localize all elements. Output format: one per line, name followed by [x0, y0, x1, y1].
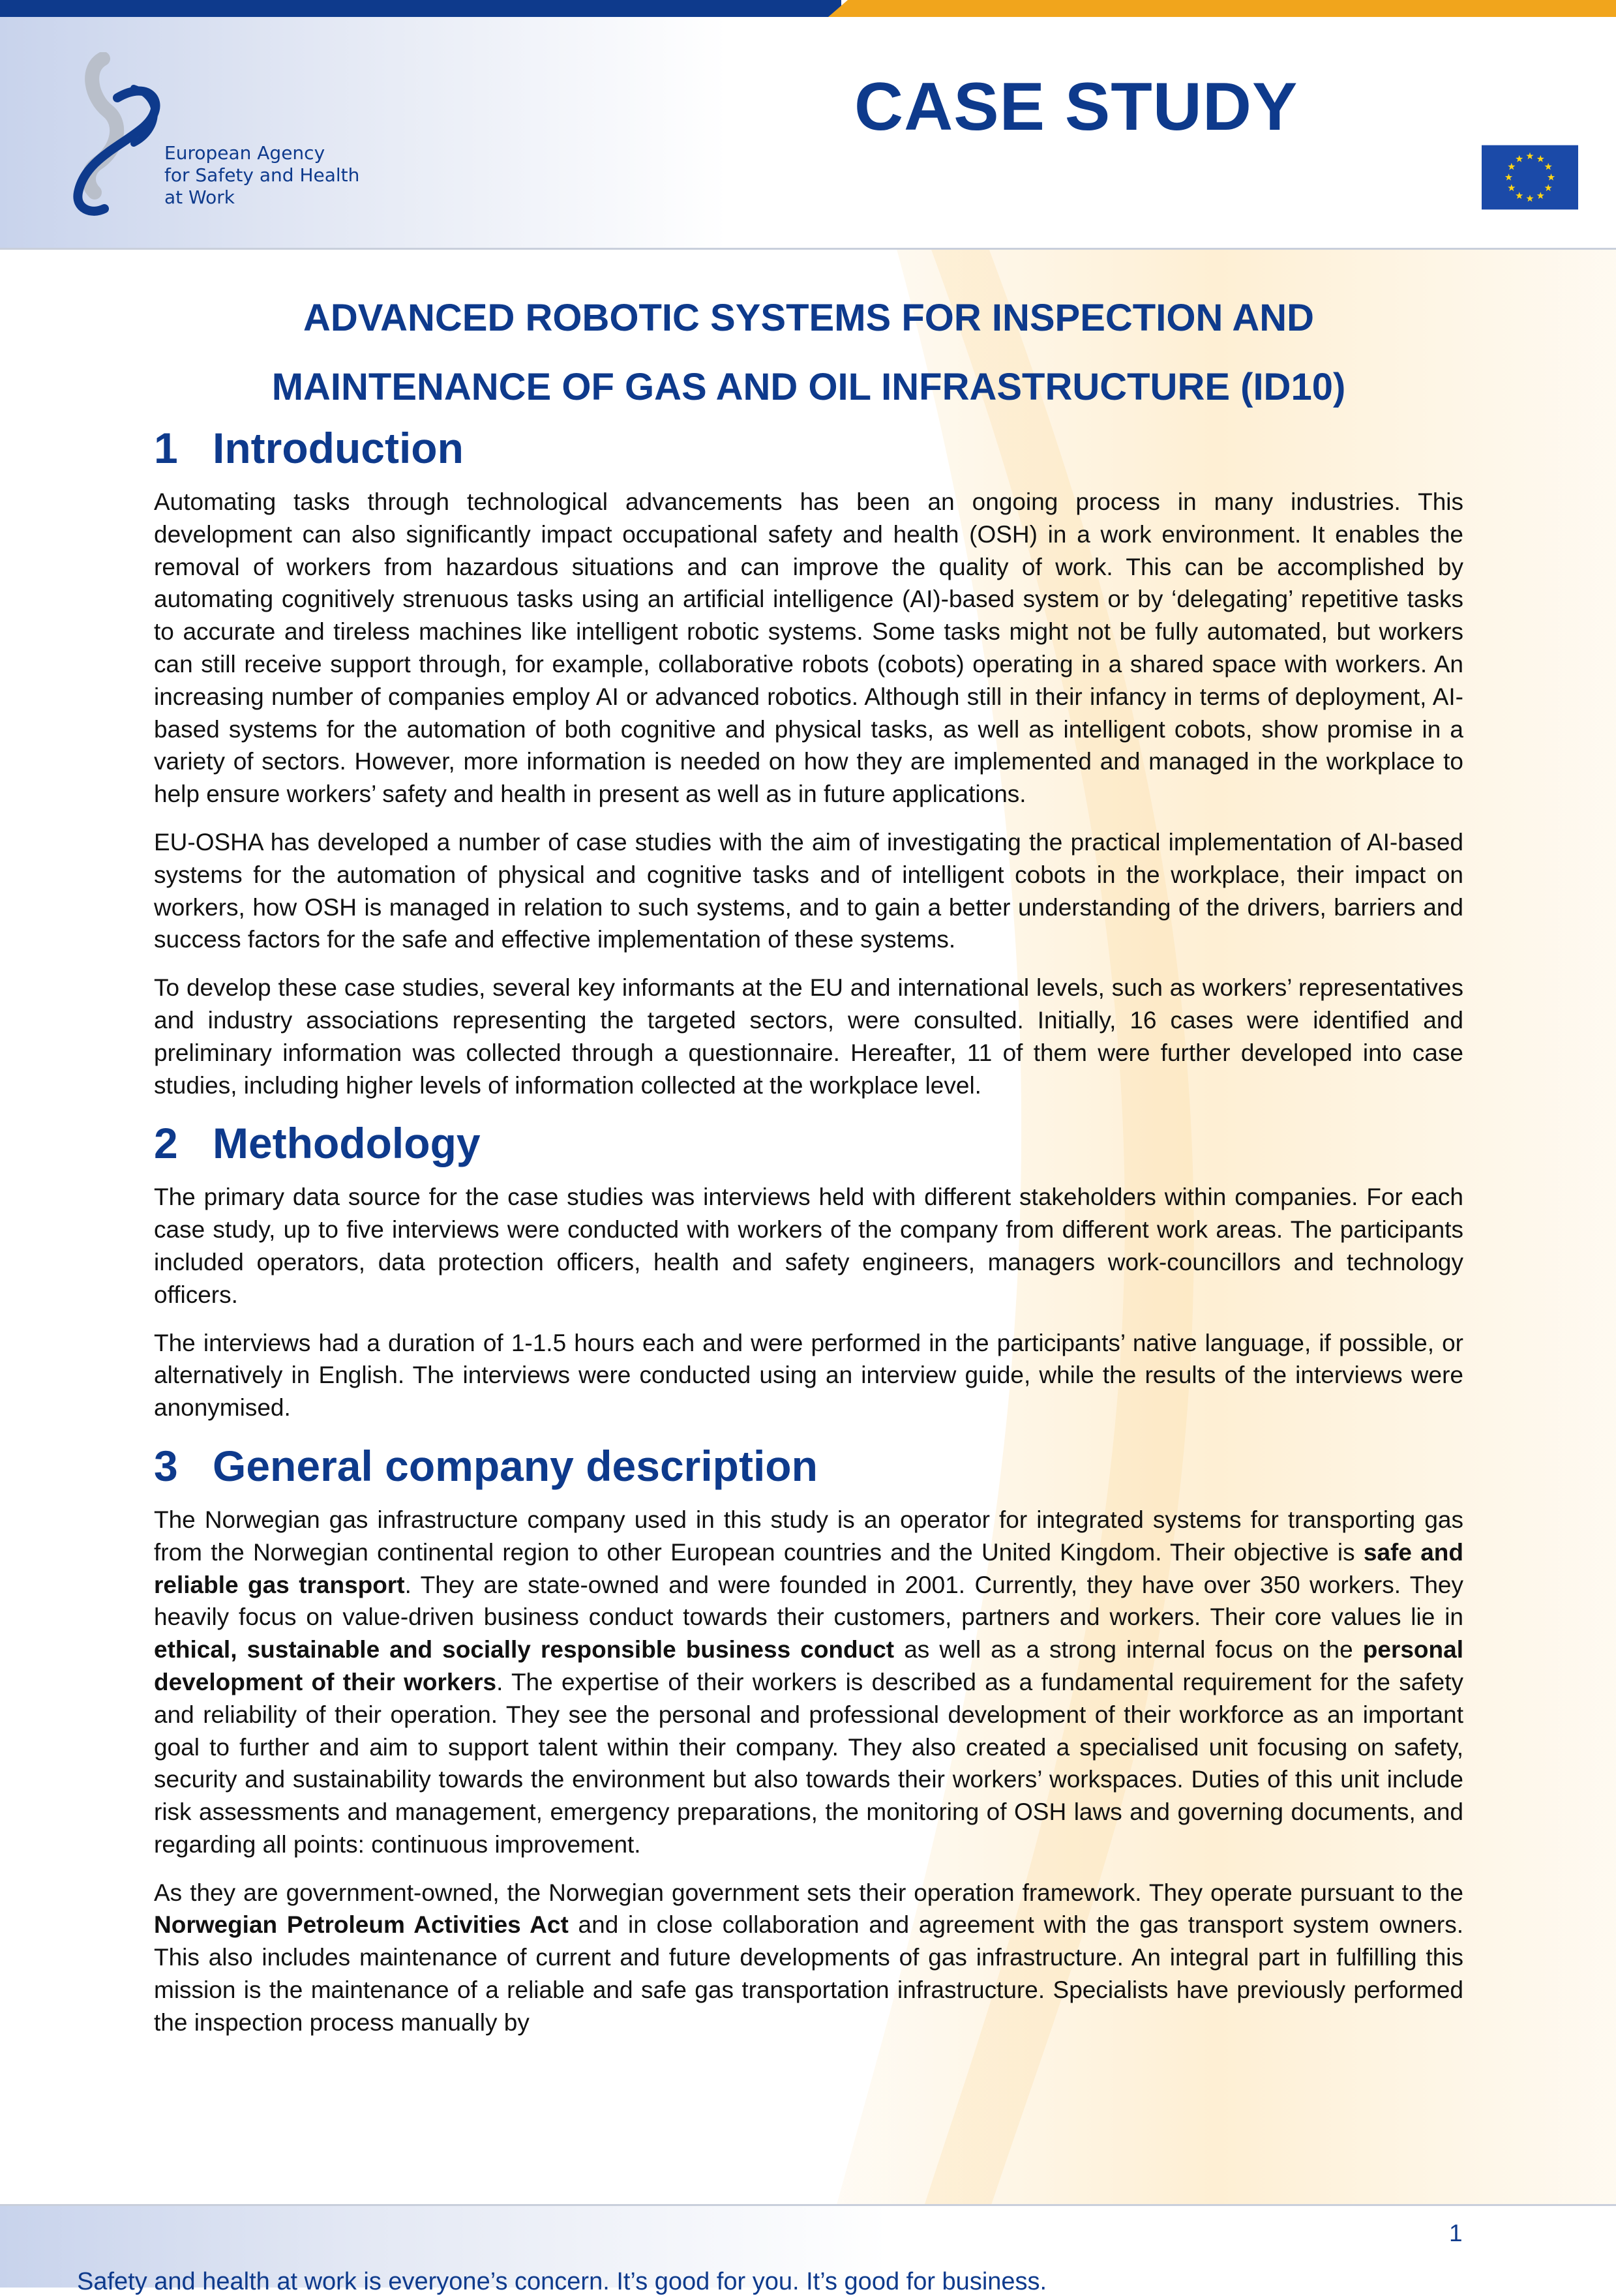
section-number: 3: [154, 1441, 178, 1490]
emphasis-text: Norwegian Petroleum Activities Act: [154, 1911, 569, 1939]
emphasis-text: personal development of their workers: [154, 1636, 1463, 1695]
section-title: Introduction: [213, 424, 464, 472]
agency-name-line: at Work: [164, 186, 235, 208]
paragraph-text: . They are state-owned and were founded in 2001. Currently, they have over 350 workers. They heavily focus on value-driven business conduct towards their customers, partners and workers. Their core values lie in: [154, 1571, 1463, 1631]
body-paragraph: [154, 1877, 1463, 2039]
top-bar-blue: [0, 0, 841, 17]
section-heading: [154, 422, 1463, 474]
sections-container: [154, 422, 1463, 2039]
document-title-line: MAINTENANCE OF GAS AND OIL INFRASTRUCTURE (ID10): [271, 366, 1346, 408]
section-heading: [154, 1117, 1463, 1169]
body-paragraph: [154, 972, 1463, 1101]
document-title-line: ADVANCED ROBOTIC SYSTEMS FOR INSPECTION AND: [303, 297, 1314, 339]
body-paragraph: [154, 1504, 1463, 1861]
document-title: [154, 284, 1463, 422]
section-number: 2: [154, 1119, 178, 1168]
paragraph-text: Automating tasks through technological advancements has been an ongoing process in many industries. This development can also significantly impact occupational safety and health (OSH) in a work environment. It enables the removal of workers from hazardous situations and can improve the quality of work. This can be accomplished by automating cognitively strenuous tasks using an artificial intelligence (AI)-based system or by ‘delegating’ repetitive tasks to accurate and tireless machines like intelligent robotic systems. Some tasks might not be fully automated, but workers can still receive support through, for example, collaborative robots (cobots) operating in a shared space with workers. An increasing number of companies employ AI or advanced robotics. Although still in their infancy in terms of deployment, AI-based systems for the automation of both cognitive and physical tasks, as well as intelligent cobots, show promise in a variety of sectors. However, more information is needed on how they are implemented and managed in the workplace to help ensure workers’ safety and health in present as well as in future applications.: [154, 488, 1463, 808]
header-divider: [0, 248, 1616, 250]
page-number: 1: [1449, 2220, 1463, 2246]
body-paragraph: [154, 826, 1463, 956]
emphasis-text: safe and reliable gas transport: [154, 1538, 1464, 1598]
paragraph-text: and in close collaboration and agreement with the gas transport system owners. This also includes maintenance of current and future developments of gas infrastructure. An integral part in fulfilling this mission is the maintenance of a reliable and safe gas transportation infrastructure. Specialists have previously performed the inspection process manually by: [154, 1911, 1463, 2036]
agency-name: [164, 142, 359, 209]
paragraph-text: as well as a strong internal focus on the: [894, 1636, 1363, 1663]
paragraph-text: . The expertise of their workers is described as a fundamental requirement for the safety and reliability of their operation. They see the personal and professional development of their workforce as an important goal to further and aim to support talent within their company. They also created a specialised unit focusing on safety, security and sustainability towards the environment but also towards their workers’ workspaces. Duties of this unit include risk assessments and management, emergency preparations, the monitoring of OSH laws and governing documents, and regarding all points: continuous improvement.: [154, 1668, 1463, 1858]
section-heading: [154, 1440, 1463, 1492]
body-paragraph: [154, 486, 1463, 811]
paragraph-text: EU-OSHA has developed a number of case studies with the aim of investigating the practical implementation of AI-based systems for the automation of physical and cognitive tasks and of intelligent cobots in the workplace, their impact on workers, how OSH is managed in relation to such systems, and to gain a better understanding of the drivers, barriers and success factors for the safe and effective implementation of these systems.: [154, 828, 1463, 953]
top-bar-orange: [828, 0, 1616, 17]
footer-divider: [0, 2204, 1616, 2206]
body-paragraph: [154, 1181, 1463, 1311]
paragraph-text: To develop these case studies, several key informants at the EU and international levels, such as workers’ representatives and industry associations representing the targeted sectors, were consulted. Initially, 16 cases were identified and preliminary information was collected through a questionnaire. Hereafter, 11 of them were further developed into case studies, including higher levels of information collected at the workplace level.: [154, 974, 1463, 1099]
main-content: [154, 284, 1463, 2055]
paragraph-text: The interviews had a duration of 1-1.5 hours each and were performed in the participants’ native language, if possible, or alternatively in English. The interviews were conducted using an interview guide, while the results of the interviews were anonymised.: [154, 1329, 1463, 1422]
eu-flag-icon: [1482, 145, 1578, 210]
section-number: 1: [154, 424, 178, 472]
agency-name-line: for Safety and Health: [164, 164, 360, 186]
paragraph-text: The primary data source for the case studies was interviews held with different stakeholders within companies. For each case study, up to five interviews were conducted with workers of the company from different work areas. The participants included operators, data protection officers, health and safety engineers, managers work-councillors and technology officers.: [154, 1184, 1463, 1308]
footer-slogan: Safety and health at work is everyone’s concern. It’s good for you. It’s good for business.: [77, 2268, 1047, 2295]
paragraph-text: The Norwegian gas infrastructure company used in this study is an operator for integrated systems for transporting gas from the Norwegian continental region to other European countries and the United Kingdom. Their objective is: [154, 1506, 1463, 1566]
body-paragraph: [154, 1327, 1463, 1424]
case-study-label: CASE STUDY: [854, 69, 1298, 145]
emphasis-text: ethical, sustainable and socially responsible business conduct: [154, 1636, 895, 1663]
paragraph-text: As they are government-owned, the Norwegian government sets their operation framework. They operate pursuant to the: [154, 1879, 1463, 1906]
section-title: General company description: [213, 1441, 818, 1490]
agency-name-line: European Agency: [164, 142, 325, 164]
section-title: Methodology: [213, 1119, 481, 1168]
